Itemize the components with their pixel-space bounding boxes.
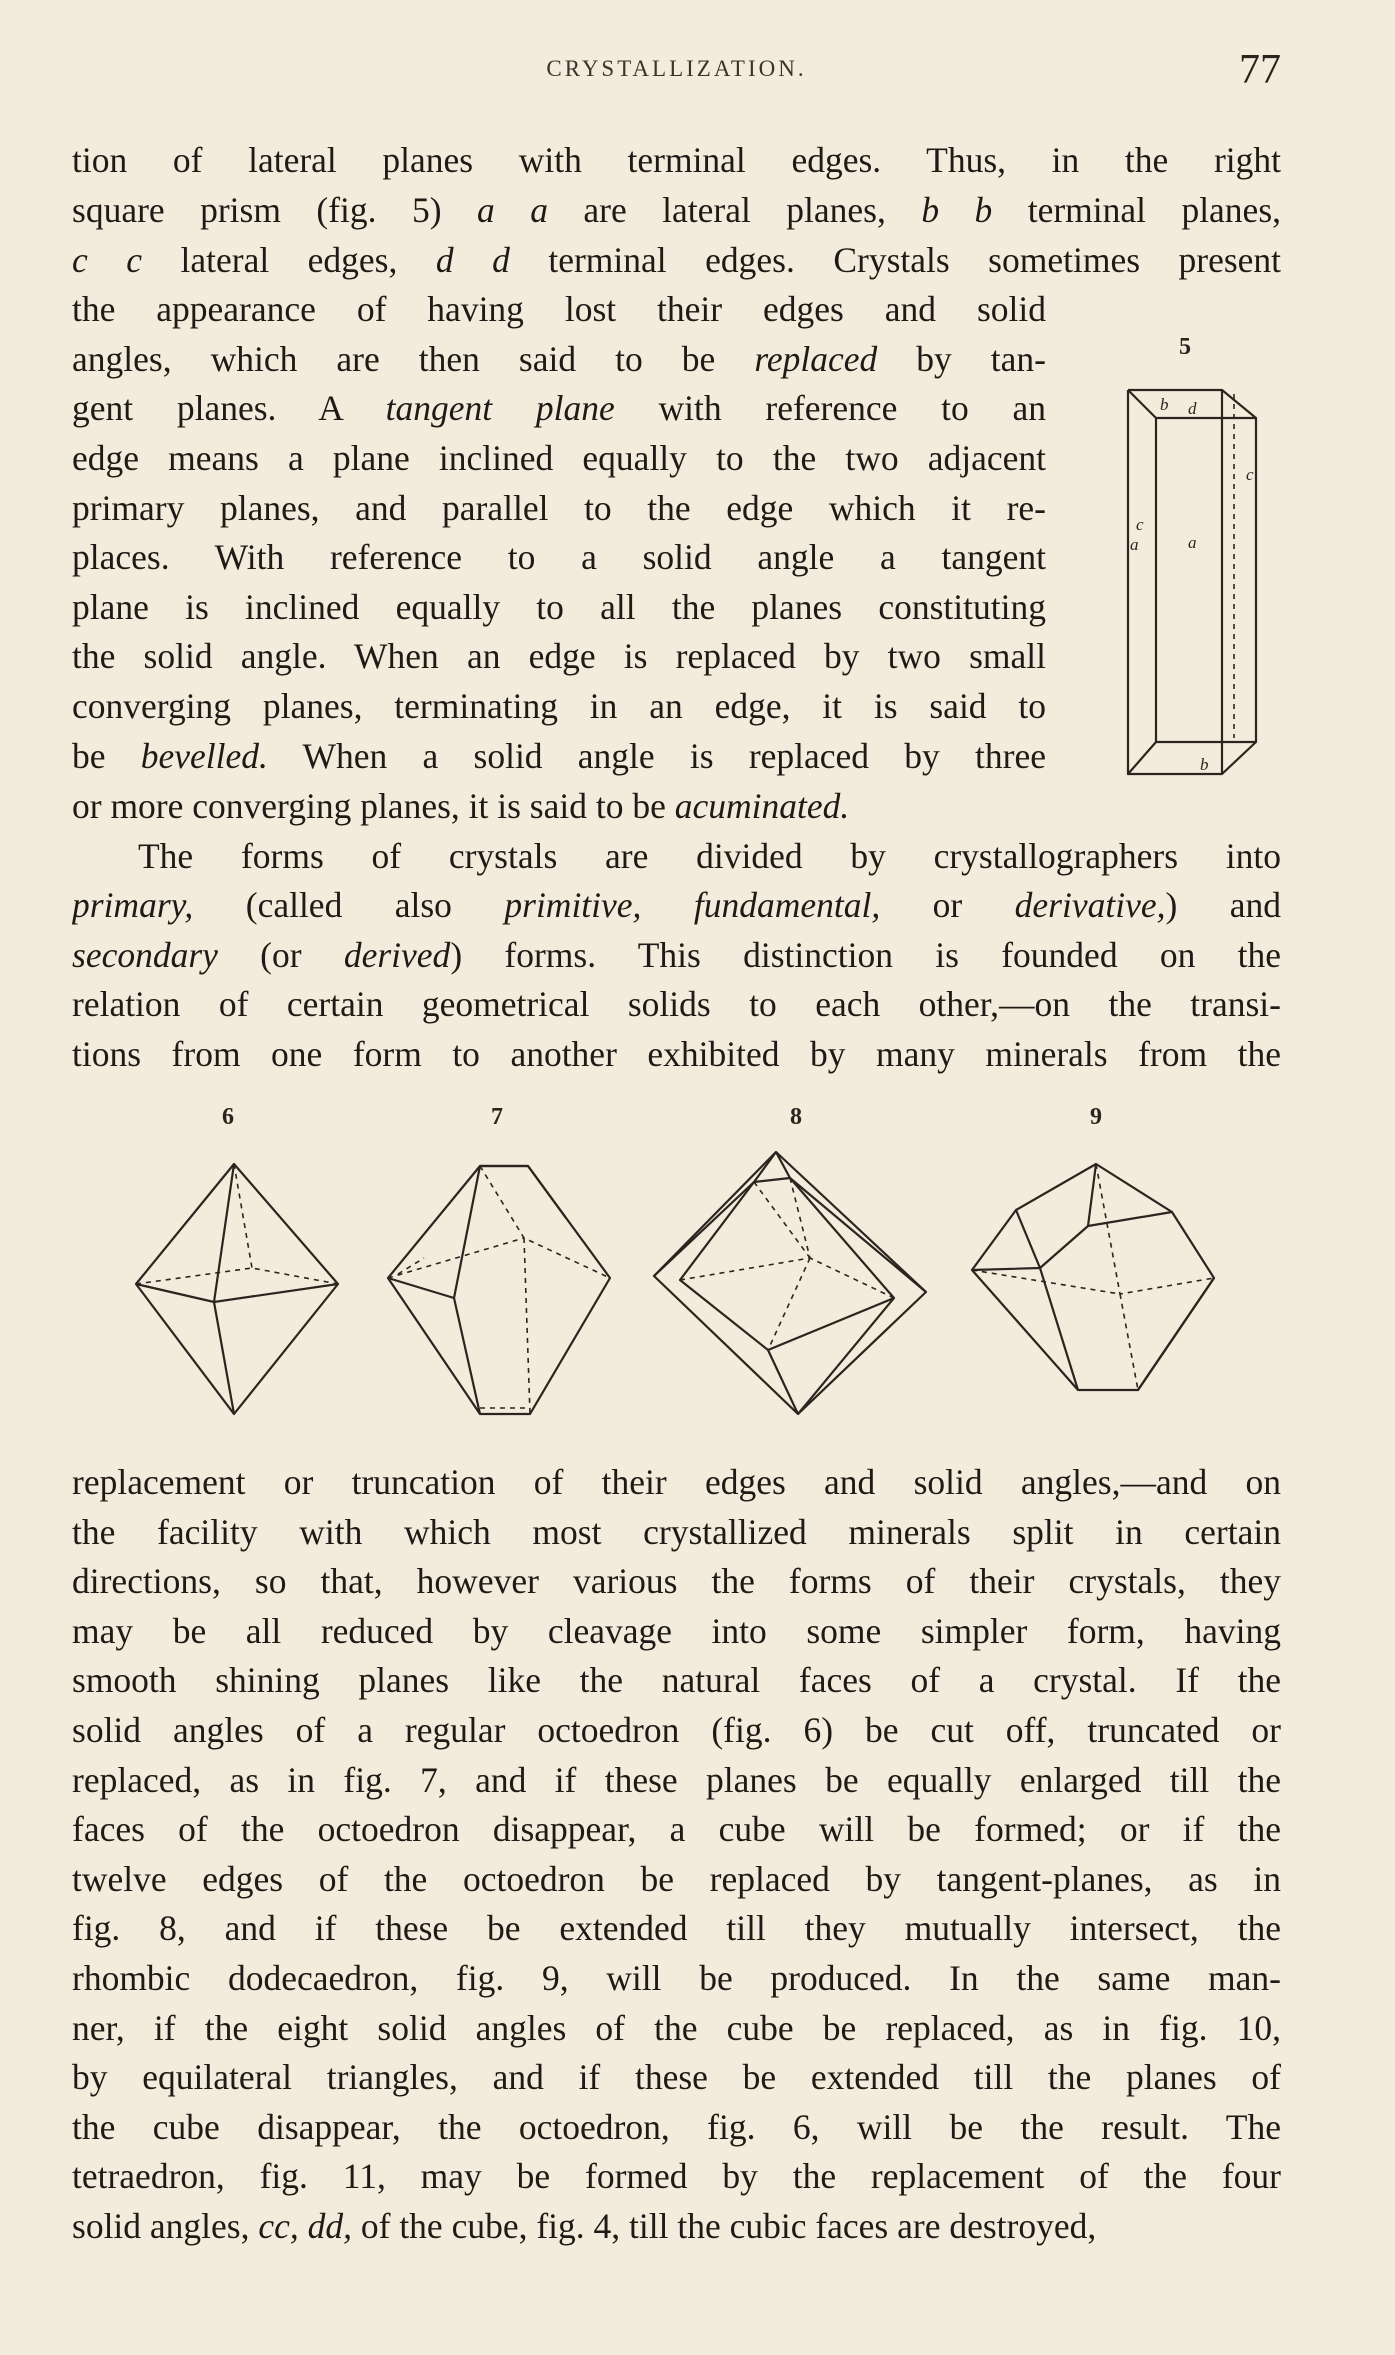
text-line-24: smooth shining planes like the natural faces of a crystal. If the — [72, 1660, 1281, 1700]
text-line-31: ner, if the eight solid angles of the cube be replaced, as in fig. 10, — [72, 2008, 1281, 2048]
text-line-23: may be all reduced by cleavage into some simpler form, having — [72, 1611, 1281, 1651]
text-line-27: faces of the octoedron disappear, a cube will be formed; or if the — [72, 1809, 1281, 1849]
text-line-3: c c lateral edges, d d terminal edges. Crystals sometimes present — [72, 240, 1281, 280]
text-line-35: solid angles, cc, dd, of the cube, fig. 4, till the cubic faces are destroyed, — [72, 2206, 1097, 2246]
figure-5-label-b-top: b — [1160, 395, 1169, 414]
figure-5-label-d: d — [1188, 399, 1197, 418]
figure-5-number: 5 — [1179, 334, 1191, 360]
page-header — [72, 46, 1281, 106]
text-line-33: the cube disappear, the octoedron, fig. 6, will be the result. The — [72, 2107, 1281, 2147]
text-line-17: secondary (or derived) forms. This distinction is founded on the — [72, 935, 1281, 975]
text-line-34: tetraedron, fig. 11, may be formed by the replacement of the four — [72, 2156, 1281, 2196]
text-line-13: be bevelled. When a solid angle is replaced by three — [72, 736, 1046, 776]
figure-8-number: 8 — [790, 1104, 802, 1130]
figure-9-number: 9 — [1090, 1104, 1102, 1130]
figure-5-label-c-right: c — [1246, 465, 1254, 484]
page-number: 77 — [1239, 47, 1281, 93]
figure-6-number: 6 — [222, 1104, 234, 1130]
figure-6 — [132, 1104, 342, 1428]
text-line-16: primary, (called also primitive, fundamental, or derivative,) and — [72, 885, 1281, 925]
figure-7 — [384, 1104, 614, 1428]
figure-5-prism-drawing — [1122, 334, 1282, 774]
text-line-1: tion of lateral planes with terminal edges. Thus, in the right — [72, 140, 1281, 180]
text-line-7: edge means a plane inclined equally to the two adjacent — [72, 438, 1046, 478]
text-line-22: directions, so that, however various the forms of their crystals, they — [72, 1561, 1281, 1601]
text-line-2: square prism (fig. 5) a a are lateral planes, b b terminal planes, — [72, 190, 1281, 230]
text-line-32: by equilateral triangles, and if these be extended till the planes of — [72, 2057, 1281, 2097]
text-line-6: gent planes. A tangent plane with reference to an — [72, 388, 1046, 428]
text-line-30: rhombic dodecaedron, fig. 9, will be produced. In the same man- — [72, 1958, 1281, 1998]
text-line-14: or more converging planes, it is said to be acuminated. — [72, 786, 850, 826]
figure-8 — [650, 1104, 940, 1428]
text-line-20: replacement or truncation of their edges and solid angles,—and on — [72, 1462, 1281, 1502]
text-line-15: The forms of crystals are divided by crystallographers into — [138, 836, 1281, 876]
figure-5 — [1122, 334, 1282, 774]
text-line-4: the appearance of having lost their edges and solid — [72, 289, 1046, 329]
text-line-29: fig. 8, and if these be extended till they mutually intersect, the — [72, 1908, 1281, 1948]
text-line-12: converging planes, terminating in an edge, it is said to — [72, 686, 1046, 726]
text-line-18: relation of certain geometrical solids to each other,—on the transi- — [72, 984, 1281, 1024]
figure-5-label-c: c — [1136, 515, 1144, 534]
text-line-25: solid angles of a regular octoedron (fig. 6) be cut off, truncated or — [72, 1710, 1281, 1750]
text-line-19: tions from one form to another exhibited by many minerals from the — [72, 1034, 1281, 1074]
figure-7-truncated-octoedron-drawing — [384, 1108, 614, 1428]
text-line-9: places. With reference to a solid angle a tangent — [72, 537, 1046, 577]
running-head: CRYSTALLIZATION. — [546, 56, 807, 81]
figure-9 — [968, 1104, 1218, 1428]
figure-6-octoedron-drawing — [132, 1108, 342, 1428]
text-line-8: primary planes, and parallel to the edge which it re- — [72, 488, 1046, 528]
text-line-21: the facility with which most crystallized minerals split in certain — [72, 1512, 1281, 1552]
text-line-26: replaced, as in fig. 7, and if these planes be equally enlarged till the — [72, 1760, 1281, 1800]
text-line-11: the solid angle. When an edge is replaced by two small — [72, 636, 1046, 676]
figure-5-label-a-left: a — [1130, 535, 1139, 554]
text-line-10: plane is inclined equally to all the planes constituting — [72, 587, 1046, 627]
figure-5-label-b-bottom: b — [1200, 755, 1209, 774]
text-line-5: angles, which are then said to be replaced by tan- — [72, 339, 1046, 379]
figure-7-number: 7 — [491, 1104, 503, 1130]
figure-9-rhombic-dodecaedron-drawing — [968, 1108, 1218, 1428]
text-line-28: twelve edges of the octoedron be replaced by tangent-planes, as in — [72, 1859, 1281, 1899]
figure-5-label-a-face: a — [1188, 533, 1197, 552]
figure-8-octoedron-edges-replaced-drawing — [650, 1108, 940, 1428]
